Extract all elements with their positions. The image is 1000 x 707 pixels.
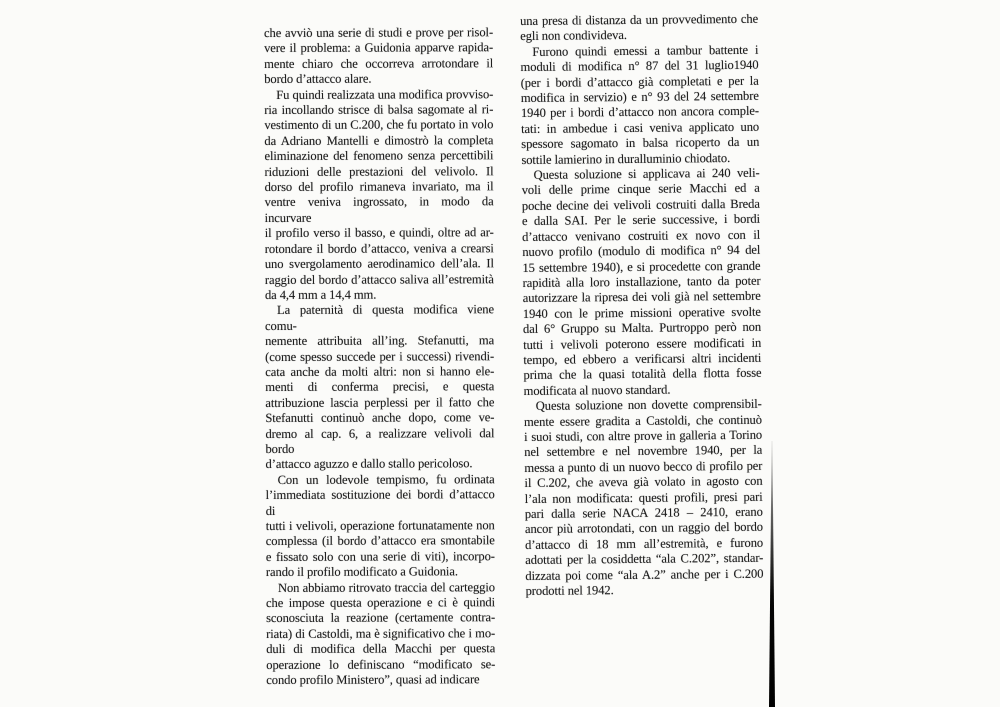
- text-line: menti di conferma precisi, e questa: [265, 379, 495, 395]
- paragraph: [264, 87, 494, 303]
- paragraph: [520, 12, 758, 45]
- paragraph: [266, 580, 495, 689]
- text-line: condo profilo Ministero”, quasi ad indicare: [266, 672, 480, 688]
- text-line: tati: in ambedue i casi veniva applicato uno: [521, 119, 760, 136]
- text-line: eliminazione del fenomeno senza percettibili: [264, 148, 494, 164]
- text-line: d’attacco di 18 mm all’estremità, e furono: [525, 535, 764, 552]
- text-line: tutti i velivoli, operazione fortunatamente non: [265, 518, 495, 533]
- text-line: moduli di modifica n° 87 del 31 luglio1940: [520, 57, 759, 75]
- text-line: adottati per la cosiddetta “ala C.202”, standar-: [525, 550, 764, 568]
- text-line: vestimento di un C.200, che fu portato in volo: [264, 117, 494, 133]
- text-line: mente chiaro che occorreva arrotondare il: [264, 56, 494, 71]
- text-line: Questa soluzione si applicava ai 240 veli-: [533, 165, 760, 182]
- text-line: modificata al nuovo standard.: [523, 382, 671, 398]
- text-line: prodotti nel 1942.: [525, 583, 614, 599]
- text-line: e dalla SAI. Per le serie successive, i bordi: [521, 211, 761, 229]
- paragraph: [524, 397, 764, 600]
- text-column-left: [264, 25, 495, 688]
- text-line: d’attacco aguzzo e dallo stallo pericoloso.: [265, 456, 473, 472]
- text-line: (come spesso succede per i successi) rivendi-: [265, 348, 495, 364]
- text-line: Furono quindi emessi a tambur battente i: [532, 42, 759, 59]
- text-line: i suoi studi, con altre prove in galleria a Torino: [523, 427, 763, 444]
- text-line: dal 6° Gruppo su Malta. Purtroppo però non: [522, 319, 762, 337]
- text-line: dizzata poi come “ala A.2” anche per i C.200: [525, 566, 764, 583]
- text-line: Stefanutti continuò anche dopo, come ve-: [265, 410, 495, 426]
- text-line: l’ala non modificata: questi profili, presi pari: [524, 489, 763, 506]
- text-line: duli di modifica della Macchi per questa: [266, 641, 496, 657]
- text-line: autorizzare la ripresa dei voli già nel settembre: [522, 289, 761, 306]
- text-column-right: [520, 12, 764, 600]
- text-line: nemente attribuita all’ing. Stefanutti, ma: [265, 333, 495, 349]
- text-line: Questa soluzione non dovette comprensibil-: [535, 396, 762, 414]
- text-line: che impose questa operazione e ci è quindi: [265, 595, 496, 611]
- text-line: La paternità di questa modifica viene comu-: [265, 302, 495, 333]
- text-line: uno svergolamento aerodinamico dell’ala. Il: [264, 256, 494, 272]
- text-line: sottile lamierino in duralluminio chiodato.: [521, 150, 731, 167]
- text-line: il profilo verso il basso, e quindi, oltre ad ar-: [264, 225, 494, 241]
- paragraph: [264, 25, 493, 87]
- text-line: modifica in servizio) e n° 93 del 24 settembre: [520, 88, 759, 106]
- text-line: rapidità alla loro installazione, tanto da poter: [522, 273, 761, 290]
- text-line: 1940 per i bordi d’attacco non ancora comple-: [520, 104, 760, 121]
- text-line: d’attacco venivano costruiti ex novo con il: [522, 227, 761, 244]
- text-line: ancor più arrotondati, con un raggio del bordo: [524, 520, 764, 537]
- text-line: messa a punto di un nuovo becco di profilo per: [524, 458, 763, 475]
- text-line: cata anche da molti altri: non si hanno ele-: [265, 364, 495, 379]
- text-line: rotondare il bordo d’attacco, veniva a crearsi: [264, 240, 494, 256]
- text-line: dorso del profilo rimaneva invariato, ma il: [264, 179, 494, 195]
- text-line: dremo al cap. 6, a realizzare velivoli dal bordo: [265, 425, 495, 456]
- text-line: l’immediata sostituzione dei bordi d’attacco di: [265, 487, 495, 518]
- text-line: voli delle prime cinque serie Macchi ed a: [521, 181, 760, 198]
- text-line: riduzioni delle prestazioni del velivolo. Il: [264, 163, 494, 179]
- paragraph: [265, 303, 495, 473]
- text-line: attribuzione lascia perplessi per il fatto che: [265, 394, 495, 410]
- text-line: egli non condivideva.: [520, 28, 627, 44]
- text-line: riata) di Castoldi, ma è significativo che i mo-: [266, 626, 496, 641]
- text-line: vere il problema: a Guidonia apparve rapida-: [264, 40, 494, 56]
- text-line: tempo, ed ebbero a verificarsi altri incidenti: [523, 350, 762, 367]
- page-binding-shadow: [769, 441, 775, 707]
- text-line: ventre veniva ingrossato, in modo da incurvare: [264, 194, 494, 225]
- text-line: tutti i velivoli poterono essere modificati in: [523, 335, 762, 352]
- text-line: sconosciuta la reazione (certamente contra-: [266, 610, 496, 626]
- text-line: 1940 con le prime missioni operative svolte: [522, 304, 761, 321]
- text-line: poche decine dei velivoli costruiti dalla Breda: [521, 196, 760, 213]
- text-line: il C.202, che aveva già volato in agosto con: [524, 473, 763, 491]
- text-line: ria incollando strisce di balsa sagomate al ri-: [264, 102, 494, 118]
- text-line: Con un lodevole tempismo, fu ordinata: [277, 471, 495, 487]
- text-line: spessore sagomato in balsa ricoperto da un: [521, 134, 760, 152]
- text-line: una presa di distanza da un provvedimento che: [520, 11, 759, 28]
- text-line: 15 settembre 1940), e si procedette con grande: [522, 258, 761, 275]
- text-line: da Adriano Mantelli e dimostrò la completa: [264, 133, 494, 148]
- text-line: che avviò una serie di studi e prove per risol-: [264, 25, 494, 40]
- paragraph: [521, 166, 761, 399]
- text-line: mente essere gradita a Castoldi, che continuò: [523, 412, 762, 429]
- text-line: nuovo profilo (modulo di modifica n° 94 del: [522, 242, 761, 260]
- text-line: Fu quindi realizzata una modifica provviso-: [276, 86, 494, 102]
- paragraph: [266, 472, 495, 581]
- text-line: (per i bordi d’attacco già completati e per la: [520, 73, 759, 90]
- text-line: e fissato solo con una serie di viti), incorpo-: [265, 549, 495, 564]
- text-line: nel settembre e nel novembre 1940, per la: [524, 443, 763, 460]
- text-line: da 4,4 mm a 14,4 mm.: [264, 287, 377, 302]
- text-line: rando il profilo modificato a Guidonia.: [265, 564, 458, 580]
- text-line: operazione lo definiscano “modificato se-: [266, 656, 496, 672]
- text-line: raggio del bordo d’attacco saliva all’estremità: [264, 271, 494, 287]
- text-line: pari dalla serie NACA 2418 – 2410, erano: [524, 504, 763, 521]
- text-line: bordo d’attacco alare.: [264, 71, 372, 87]
- text-line: Non abbiamo ritrovato traccia del carteggio: [277, 579, 495, 595]
- text-line: complessa (il bordo d’attacco era smontabile: [265, 533, 495, 549]
- text-line: prima che la quasi totalità della flotta fosse: [523, 366, 762, 383]
- paragraph: [520, 43, 759, 169]
